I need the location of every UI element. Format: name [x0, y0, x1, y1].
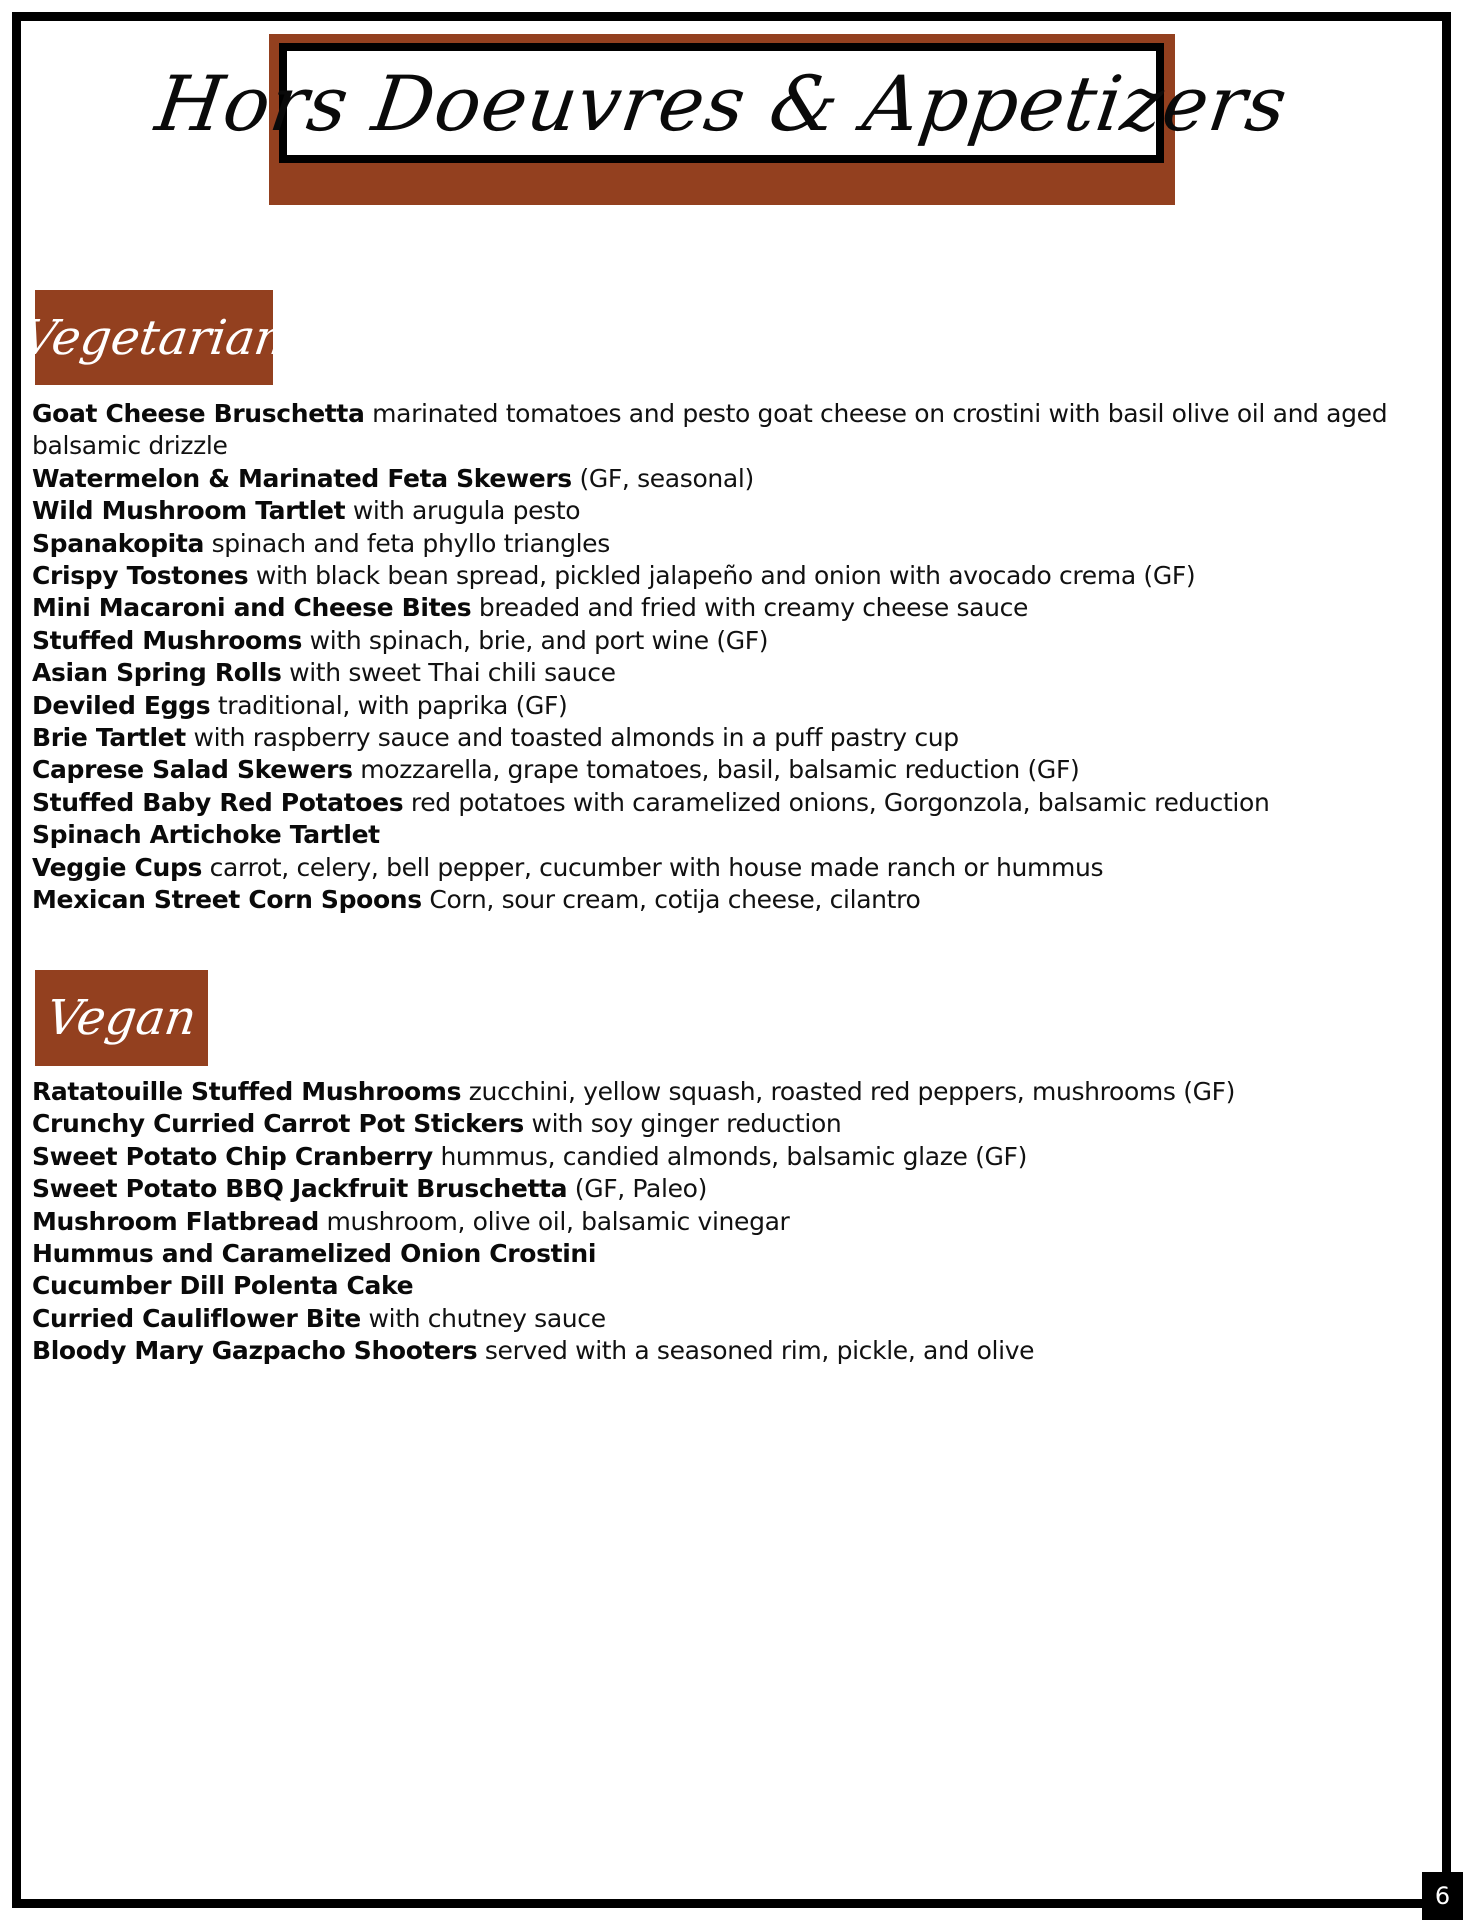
- menu-item: [32, 1303, 1402, 1335]
- menu-item-description: marinated tomatoes and pesto goat cheese on crostini with basil olive oil and aged balsamic drizzle: [32, 399, 1388, 461]
- page-title: Hors Doeuvres & Appetizers: [150, 58, 1293, 148]
- menu-item-name: Curried Cauliflower Bite: [32, 1303, 361, 1333]
- menu-item-name: Goat Cheese Bruschetta: [32, 399, 365, 428]
- section-label-vegan: Vegan: [43, 990, 200, 1046]
- menu-item: [32, 592, 1402, 624]
- menu-item: [32, 657, 1402, 689]
- menu-item: [32, 625, 1402, 657]
- menu-item: [32, 852, 1402, 884]
- menu-item-name: Hummus and Caramelized Onion Crostini: [32, 1239, 597, 1269]
- menu-item-description: served with a seasoned rim, pickle, and olive: [477, 1336, 1035, 1366]
- menu-item-description: with chutney sauce: [360, 1303, 606, 1333]
- menu-item: [32, 787, 1402, 819]
- menu-item: [32, 754, 1402, 786]
- vegan-menu-list: [32, 1076, 1402, 1368]
- menu-item-name: Caprese Salad Skewers: [32, 755, 353, 785]
- vegetarian-menu-list: [32, 398, 1402, 917]
- menu-item: [32, 495, 1402, 527]
- menu-item-name: Mexican Street Corn Spoons: [32, 885, 422, 915]
- menu-item: [32, 1238, 1402, 1270]
- menu-item: [32, 1206, 1402, 1238]
- menu-item-description: (GF, seasonal): [571, 463, 754, 493]
- section-label-vegetarian: Vegetarian: [18, 309, 290, 366]
- menu-item-description: mushroom, olive oil, balsamic vinegar: [318, 1206, 790, 1236]
- menu-item: [32, 398, 1402, 463]
- menu-item-name: Mushroom Flatbread: [32, 1206, 319, 1236]
- menu-item-description: (GF, Paleo): [567, 1174, 707, 1204]
- menu-item-name: Sweet Potato Chip Cranberry: [32, 1141, 433, 1171]
- menu-item-description: Corn, sour cream, cotija cheese, cilantro: [421, 885, 921, 915]
- menu-item: [32, 690, 1402, 722]
- menu-item-description: carrot, celery, bell pepper, cucumber with house made ranch or hummus: [202, 852, 1104, 882]
- menu-item-name: Bloody Mary Gazpacho Shooters: [32, 1336, 478, 1366]
- menu-item-description: with arugula pesto: [345, 496, 581, 526]
- menu-item-description: red potatoes with caramelized onions, Gorgonzola, balsamic reduction: [403, 787, 1270, 817]
- menu-item-description: breaded and fried with creamy cheese sauce: [471, 593, 1029, 623]
- menu-item-name: Spinach Artichoke Tartlet: [32, 820, 380, 850]
- menu-item: [32, 560, 1402, 592]
- menu-item-description: mozzarella, grape tomatoes, basil, balsamic reduction (GF): [352, 755, 1080, 785]
- menu-item-name: Cucumber Dill Polenta Cake: [32, 1271, 414, 1301]
- menu-item: [32, 1335, 1402, 1367]
- menu-item: [32, 1173, 1402, 1205]
- menu-item-description: with spinach, brie, and port wine (GF): [302, 625, 769, 655]
- menu-item-description: spinach and feta phyllo triangles: [204, 528, 610, 558]
- menu-item-name: Brie Tartlet: [32, 723, 186, 753]
- menu-item: [32, 463, 1402, 495]
- menu-item-name: Wild Mushroom Tartlet: [32, 496, 346, 526]
- menu-item: [32, 1141, 1402, 1173]
- menu-item: [32, 528, 1402, 560]
- menu-item-name: Veggie Cups: [32, 852, 203, 882]
- menu-item-description: hummus, candied almonds, balsamic glaze (GF): [432, 1141, 1027, 1171]
- menu-item-name: Stuffed Baby Red Potatoes: [32, 787, 404, 817]
- menu-item-name: Deviled Eggs: [32, 690, 211, 720]
- menu-item-description: with raspberry sauce and toasted almonds in a puff pastry cup: [185, 723, 959, 753]
- menu-item: [32, 884, 1402, 916]
- menu-item-name: Stuffed Mushrooms: [32, 625, 303, 655]
- menu-item: [32, 1108, 1402, 1140]
- menu-item-description: zucchini, yellow squash, roasted red peppers, mushrooms (GF): [461, 1077, 1236, 1106]
- menu-item: [32, 819, 1402, 851]
- menu-item-name: Crunchy Curried Carrot Pot Stickers: [32, 1109, 524, 1139]
- menu-item-name: Mini Macaroni and Cheese Bites: [32, 593, 472, 623]
- section-badge-vegan: [35, 970, 208, 1066]
- menu-item-name: Sweet Potato BBQ Jackfruit Bruschetta: [32, 1174, 568, 1204]
- menu-item: [32, 722, 1402, 754]
- menu-item-description: with black bean spread, pickled jalapeño and onion with avocado crema (GF): [248, 561, 1196, 591]
- menu-item-description: traditional, with paprika (GF): [210, 690, 568, 720]
- menu-item-description: with soy ginger reduction: [523, 1109, 842, 1139]
- menu-item-name: Crispy Tostones: [32, 561, 249, 591]
- section-badge-vegetarian: [18, 290, 290, 385]
- title-box: [150, 43, 1293, 163]
- menu-item-description: with sweet Thai chili sauce: [281, 658, 616, 688]
- menu-item: [32, 1270, 1402, 1302]
- menu-item: [32, 1076, 1402, 1108]
- menu-item-name: Watermelon & Marinated Feta Skewers: [32, 463, 572, 493]
- menu-item-name: Asian Spring Rolls: [32, 658, 282, 688]
- page-number: 6: [1422, 1872, 1463, 1920]
- menu-item-name: Spanakopita: [32, 528, 205, 558]
- menu-item-name: Ratatouille Stuffed Mushrooms: [32, 1077, 462, 1106]
